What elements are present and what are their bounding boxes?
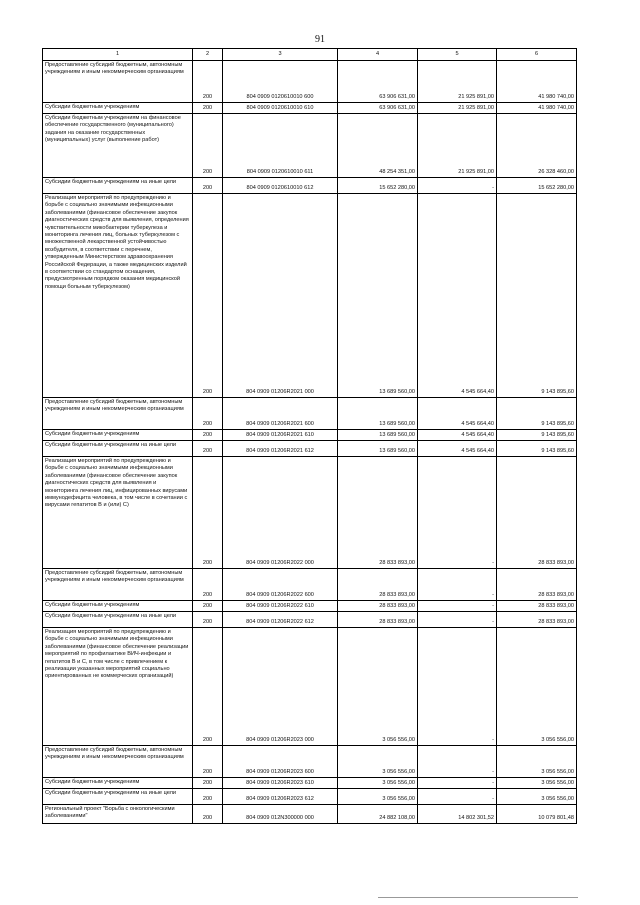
row-amount-federal-cell: 21 925 891,00 — [418, 114, 497, 178]
row-code-cell: 200 — [193, 746, 223, 778]
row-amount-federal-cell: - — [418, 612, 497, 628]
table-row — [43, 805, 577, 824]
row-classification-cell: 804 0909 01206R2022 612 — [223, 612, 338, 628]
row-amount-federal-cell: 21 925 891,00 — [418, 61, 497, 103]
row-code-cell: 200 — [193, 194, 223, 398]
row-classification-cell: 804 0909 01206R2021 612 — [223, 441, 338, 457]
table-row — [43, 457, 577, 569]
row-name-cell: Субсидии бюджетным учреждениям — [43, 430, 193, 441]
page-number: 91 — [315, 34, 325, 45]
row-classification-cell: 804 0909 01206R2023 610 — [223, 778, 338, 789]
row-amount-federal-cell: - — [418, 569, 497, 601]
table-row — [43, 114, 577, 178]
row-classification-cell: 804 0909 01206R2022 000 — [223, 457, 338, 569]
row-classification-cell: 804 0909 0120610010 610 — [223, 103, 338, 114]
row-code-cell: 200 — [193, 103, 223, 114]
row-code-cell: 200 — [193, 569, 223, 601]
table-row — [43, 178, 577, 194]
row-amount-regional-cell: 9 143 895,60 — [497, 398, 577, 430]
table-row — [43, 601, 577, 612]
budget-table — [42, 48, 577, 824]
row-classification-cell: 804 0909 01206R2021 610 — [223, 430, 338, 441]
row-amount-total-cell: 13 689 560,00 — [338, 441, 418, 457]
row-name-cell: Реализация мероприятий по предупреждению и борьбе с социально значимыми инфекционными заболеваниями (финансовое обеспечение реализации мероприятий по профилактике ВИЧ-инфекции и гепатитов B и C, в том числе с привлечением к реализации указанных мероприятий социально ориентированных не коммерческих организаций) — [43, 628, 193, 746]
header-cell: 5 — [418, 49, 497, 61]
row-amount-total-cell: 24 882 108,00 — [338, 805, 418, 824]
row-amount-regional-cell: 9 143 895,60 — [497, 194, 577, 398]
table-row — [43, 746, 577, 778]
row-classification-cell: 804 0909 01206R2023 000 — [223, 628, 338, 746]
table-row — [43, 103, 577, 114]
row-amount-federal-cell: 4 545 664,40 — [418, 441, 497, 457]
row-amount-total-cell: 13 689 560,00 — [338, 194, 418, 398]
row-name-cell: Предоставление субсидий бюджетным, автономным учреждениям и иным некоммерческим организациям — [43, 746, 193, 778]
row-amount-total-cell: 48 254 351,00 — [338, 114, 418, 178]
row-code-cell: 200 — [193, 601, 223, 612]
table-row — [43, 441, 577, 457]
row-amount-regional-cell: 3 056 556,00 — [497, 789, 577, 805]
row-amount-federal-cell: - — [418, 178, 497, 194]
row-name-cell: Субсидии бюджетным учреждениям на иные цели — [43, 612, 193, 628]
row-amount-federal-cell: - — [418, 778, 497, 789]
row-name-cell: Предоставление субсидий бюджетным, автономным учреждениям и иным некоммерческим организациям — [43, 569, 193, 601]
row-amount-total-cell: 3 056 556,00 — [338, 789, 418, 805]
row-name-cell: Субсидии бюджетным учреждениям на иные цели — [43, 178, 193, 194]
row-classification-cell: 804 0909 01206R2021 600 — [223, 398, 338, 430]
row-name-cell: Субсидии бюджетным учреждениям на иные цели — [43, 441, 193, 457]
header-cell: 3 — [223, 49, 338, 61]
row-amount-regional-cell: 26 328 460,00 — [497, 114, 577, 178]
row-code-cell: 200 — [193, 612, 223, 628]
row-classification-cell: 804 0909 0120610010 612 — [223, 178, 338, 194]
row-name-cell: Субсидии бюджетным учреждениям — [43, 778, 193, 789]
row-amount-total-cell: 28 833 893,00 — [338, 457, 418, 569]
table-row — [43, 778, 577, 789]
row-name-cell: Реализация мероприятий по предупреждению и борьбе с социально значимыми инфекционными заболеваниями (финансовое обеспечение закупок диагностических средств для выявления и мониторинга лечения лиц, инфицированных вирусами иммунодефицита человека, в том числе в сочетании с вирусами гепатитов B и (или) C) — [43, 457, 193, 569]
row-amount-federal-cell: - — [418, 746, 497, 778]
table-row — [43, 569, 577, 601]
row-classification-cell: 804 0909 0120610010 600 — [223, 61, 338, 103]
row-amount-regional-cell: 28 833 893,00 — [497, 569, 577, 601]
row-amount-federal-cell: 14 802 301,52 — [418, 805, 497, 824]
row-classification-cell: 804 0909 01206R2023 612 — [223, 789, 338, 805]
row-amount-total-cell: 3 056 556,00 — [338, 746, 418, 778]
row-amount-regional-cell: 15 652 280,00 — [497, 178, 577, 194]
row-classification-cell: 804 0909 01206R2021 000 — [223, 194, 338, 398]
row-amount-total-cell: 63 906 631,00 — [338, 103, 418, 114]
row-amount-regional-cell: 41 980 740,00 — [497, 61, 577, 103]
table-row — [43, 194, 577, 398]
row-code-cell: 200 — [193, 457, 223, 569]
row-amount-regional-cell: 9 143 895,60 — [497, 441, 577, 457]
row-code-cell: 200 — [193, 805, 223, 824]
row-amount-regional-cell: 3 056 556,00 — [497, 746, 577, 778]
row-amount-federal-cell: 4 545 664,40 — [418, 430, 497, 441]
row-code-cell: 200 — [193, 628, 223, 746]
row-code-cell: 200 — [193, 114, 223, 178]
row-amount-regional-cell: 28 833 893,00 — [497, 601, 577, 612]
row-classification-cell: 804 0909 01206R2023 600 — [223, 746, 338, 778]
row-amount-total-cell: 28 833 893,00 — [338, 601, 418, 612]
row-amount-regional-cell: 3 056 556,00 — [497, 628, 577, 746]
row-classification-cell: 804 0909 0120610010 611 — [223, 114, 338, 178]
row-name-cell: Региональный проект "Борьба с онкологическими заболеваниями" — [43, 805, 193, 824]
row-classification-cell: 804 0909 01206R2022 600 — [223, 569, 338, 601]
table-row — [43, 61, 577, 103]
row-code-cell: 200 — [193, 441, 223, 457]
row-code-cell: 200 — [193, 430, 223, 441]
table-row — [43, 398, 577, 430]
row-amount-total-cell: 13 689 560,00 — [338, 398, 418, 430]
row-amount-total-cell: 28 833 893,00 — [338, 569, 418, 601]
row-amount-regional-cell: 9 143 895,60 — [497, 430, 577, 441]
row-amount-total-cell: 28 833 893,00 — [338, 612, 418, 628]
table-row — [43, 789, 577, 805]
row-amount-federal-cell: 21 925 891,00 — [418, 103, 497, 114]
table-row — [43, 612, 577, 628]
row-code-cell: 200 — [193, 778, 223, 789]
row-amount-federal-cell: - — [418, 601, 497, 612]
row-amount-total-cell: 13 689 560,00 — [338, 430, 418, 441]
row-amount-federal-cell: 4 545 664,40 — [418, 398, 497, 430]
row-name-cell: Субсидии бюджетным учреждениям на иные цели — [43, 789, 193, 805]
row-name-cell: Субсидии бюджетным учреждениям — [43, 103, 193, 114]
row-amount-federal-cell: - — [418, 628, 497, 746]
row-amount-total-cell: 15 652 280,00 — [338, 178, 418, 194]
row-name-cell: Реализация мероприятий по предупреждению и борьбе с социально значимыми инфекционными заболеваниями (финансовое обеспечение закупок диагностических средств для выявления, определения чувствительности микобактерии туберкулеза и мониторинга лечения лиц, больных туберкулезом с множественной лекарственной устойчивостью возбудителя, в соответствии с перечнем, утвержденным Министерством здравоохранения Российской Федерации, а также медицинских изделий в соответствии со стандартом оснащения, предусмотренным порядком оказания медицинской помощи больным туберкулезом) — [43, 194, 193, 398]
table-header-row — [43, 49, 577, 61]
row-amount-regional-cell: 28 833 893,00 — [497, 457, 577, 569]
row-code-cell: 200 — [193, 789, 223, 805]
row-name-cell: Субсидии бюджетным учреждениям на финансовое обеспечение государственного (муниципального) задания на оказание государственных (муниципальных) услуг (выполнение работ) — [43, 114, 193, 178]
footer-divider — [378, 897, 578, 898]
row-code-cell: 200 — [193, 61, 223, 103]
row-name-cell: Предоставление субсидий бюджетным, автономным учреждениям и иным некоммерческим организациям — [43, 398, 193, 430]
row-classification-cell: 804 0909 01206R2022 610 — [223, 601, 338, 612]
row-code-cell: 200 — [193, 178, 223, 194]
row-name-cell: Субсидии бюджетным учреждениям — [43, 601, 193, 612]
header-cell: 1 — [43, 49, 193, 61]
row-code-cell: 200 — [193, 398, 223, 430]
row-amount-federal-cell: - — [418, 457, 497, 569]
row-amount-regional-cell: 3 056 556,00 — [497, 778, 577, 789]
table-row — [43, 628, 577, 746]
row-amount-regional-cell: 10 079 801,48 — [497, 805, 577, 824]
header-cell: 2 — [193, 49, 223, 61]
table-row — [43, 430, 577, 441]
row-amount-regional-cell: 41 980 740,00 — [497, 103, 577, 114]
header-cell: 4 — [338, 49, 418, 61]
row-name-cell: Предоставление субсидий бюджетным, автономным учреждениям и иным некоммерческим организациям — [43, 61, 193, 103]
row-amount-federal-cell: 4 545 664,40 — [418, 194, 497, 398]
row-amount-total-cell: 63 906 631,00 — [338, 61, 418, 103]
header-cell: 6 — [497, 49, 577, 61]
row-classification-cell: 804 0909 012N300000 000 — [223, 805, 338, 824]
row-amount-federal-cell: - — [418, 789, 497, 805]
row-amount-regional-cell: 28 833 893,00 — [497, 612, 577, 628]
row-amount-total-cell: 3 056 556,00 — [338, 628, 418, 746]
row-amount-total-cell: 3 056 556,00 — [338, 778, 418, 789]
